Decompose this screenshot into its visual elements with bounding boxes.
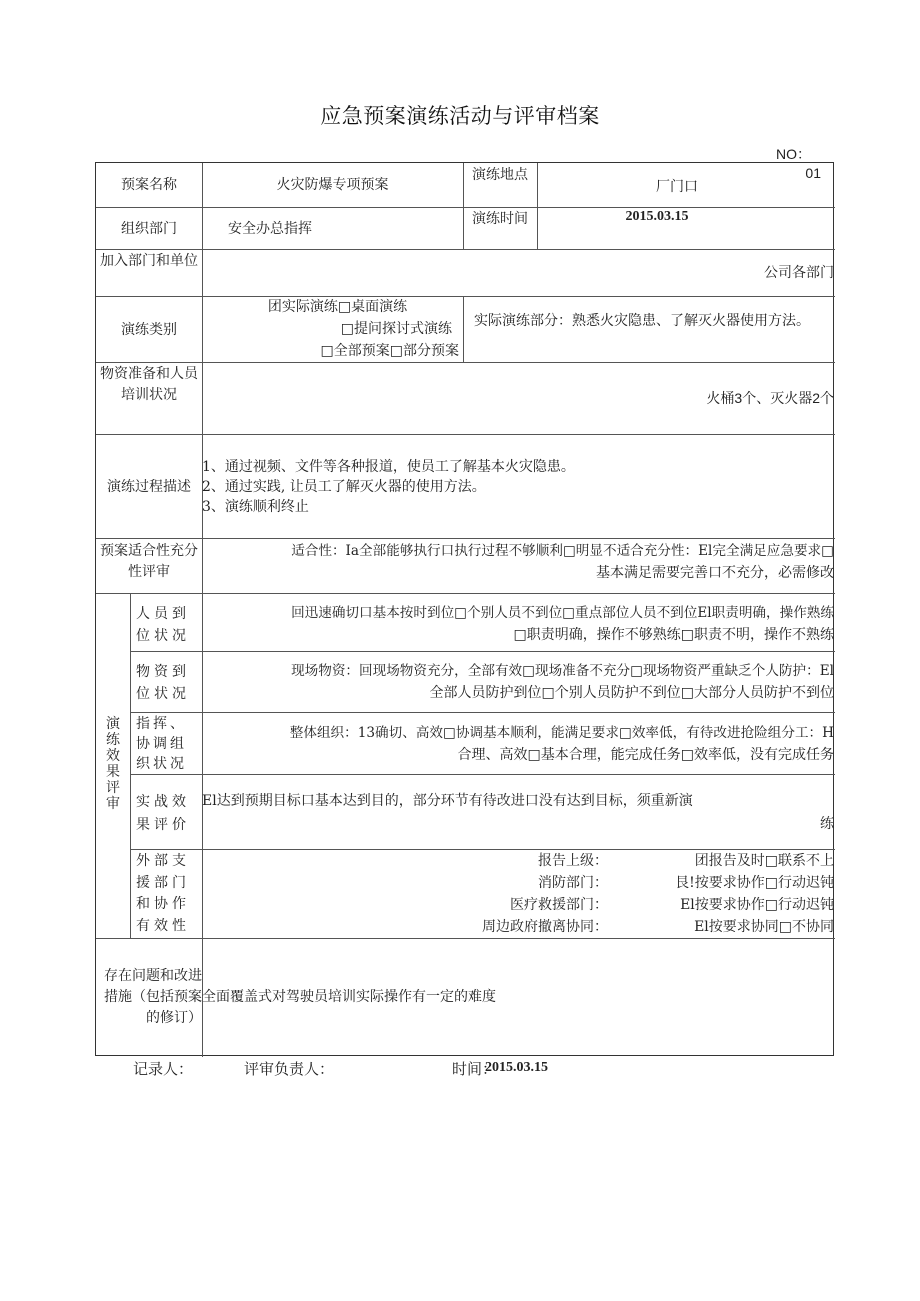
drill-time-label: 演练时间 [472,211,528,227]
drill-type-option-row2[interactable]: □提问探讨式演练 [340,321,452,337]
document-title: 应急预案演练活动与评审档案 [320,104,600,128]
process-line-3: 3、演练顺利终止 [202,499,309,515]
materials-status-label: 物资到位状况 [136,664,190,702]
suitability-line-1[interactable]: 适合性：Ia全部能够执行口执行过程不够顺利□明显不适合充分性：El完全满足应急要求□ [291,543,834,559]
record-number-label: NO： [776,146,811,162]
drill-record-table [95,162,834,1056]
suitability-line-2[interactable]: 基本满足需要完善口不充分，必需修改 [596,565,834,581]
process-line-2: 2、通过实践, 让员工了解灭火器的使用方法。 [202,479,486,495]
suitability-label: 预案适合性充分性评审 [100,543,198,580]
footer-time-label: 时间： [452,1060,498,1078]
record-number-value: 01 [805,165,821,181]
command-label: 指挥、协调组织状况 [136,716,187,772]
effect-review-group-label [96,716,130,812]
combat-effect-label: 实战效果评价 [136,794,190,833]
materials-label: 物资准备和人员培训状况 [100,366,198,403]
process-label: 演练过程描述 [107,479,191,495]
footer-time-value: 2015.03.15 [485,1060,548,1075]
drill-type-label: 演练类别 [121,322,177,338]
materials-value: 火桶3个、灭火器2个 [706,390,834,406]
plan-name-label: 预案名称 [121,177,177,193]
participants-value: 公司各部门 [764,265,834,281]
reviewer-label: 评审负责人： [244,1060,335,1078]
support-medical-value[interactable]: El按要求协作□行动迟钝 [680,897,834,913]
support-medical-name: 医疗救援部门： [510,897,608,913]
personnel-line-2[interactable]: □职责明确，操作不够熟练□职责不明，操作不熟练 [513,627,834,643]
support-fire-name: 消防部门： [538,875,608,891]
plan-name-value: 火灾防爆专项预案 [276,177,389,193]
support-report-name: 报告上级： [538,853,608,869]
personnel-line-1[interactable]: 回迅速确切口基本按时到位□个别人员不到位□重点部位人员不到位El职责明确，操作熟练 [291,605,834,621]
effect-review-group-text: 演练效果评审 [106,716,120,812]
org-dept-value: 安全办总指挥 [228,221,312,237]
issues-value: 全面覆盖式对驾驶员培训实际操作有一定的难度 [202,989,496,1005]
recorder-label: 记录人： [133,1060,194,1078]
command-line-2[interactable]: 合理、高效□基本合理，能完成任务□效率低，没有完成任务 [457,747,834,763]
drill-type-note: 实际演练部分：熟悉火灾隐患、了解灭火器使用方法。 [474,313,810,329]
issues-label: 存在问题和改进措施（包括预案的修订） [104,968,202,1026]
personnel-label: 人员到位状况 [136,606,190,644]
external-support-label: 外部支援部门和协作有效性 [136,853,190,934]
location-label: 演练地点 [472,167,528,183]
combat-effect-line-1[interactable]: El达到预期目标口基本达到目的，部分环节有待改进口没有达到目标，须重新演 [202,793,693,809]
command-line-1[interactable]: 整体组织：13确切、高效□协调基本顺利，能满足要求□效率低，有待改进抢险组分工：H [289,725,834,741]
support-fire-value[interactable]: 艮!按要求协作□行动迟钝 [675,875,834,891]
org-dept-label: 组织部门 [121,221,177,237]
combat-effect-line-2[interactable]: 练 [820,816,834,832]
support-government-value[interactable]: El按要求协同□不协同 [694,919,834,935]
support-report-value[interactable]: 团报告及时□联系不上 [694,853,834,869]
participants-label: 加入部门和单位 [100,253,198,269]
location-value: 厂门口 [656,179,698,195]
support-government-name: 周边政府撤离协同： [482,919,608,935]
drill-type-option-row3[interactable]: □全部预案□部分预案 [320,343,459,359]
materials-status-line-1[interactable]: 现场物资：回现场物资充分，全部有效□现场准备不充分□现场物资严重缺乏个人防护：El [291,663,834,679]
process-line-1: 1、通过视频、文件等各种报道，使员工了解基本火灾隐患。 [202,459,575,475]
drill-type-option-row1[interactable]: 团实际演练□桌面演练 [267,299,408,315]
drill-time-value: 2015.03.15 [625,209,689,224]
materials-status-line-2[interactable]: 全部人员防护到位□个别人员防护不到位□大部分人员防护不到位 [429,685,834,701]
